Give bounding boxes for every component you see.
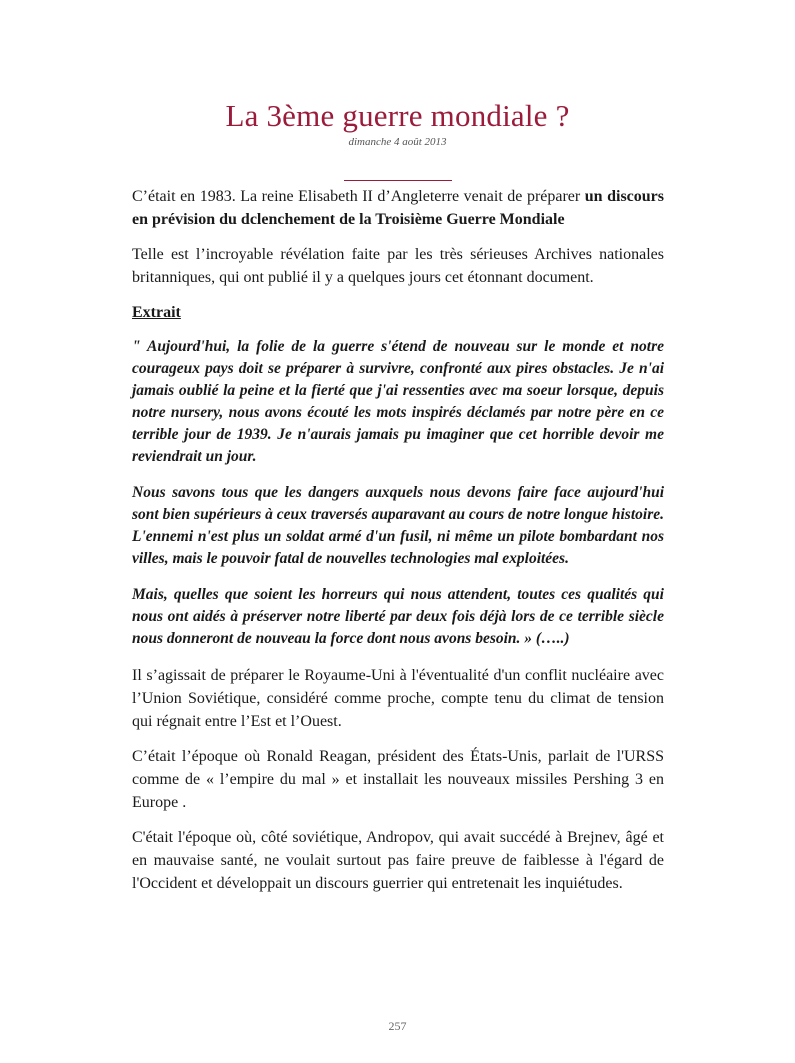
intro-lead-text: C’était en 1983. La reine Elisabeth II d’Angleterre venait de préparer bbox=[132, 188, 585, 205]
quote-paragraph-1: " Aujourd'hui, la folie de la guerre s'étend de nouveau sur le monde et notre courageux pays doit se préparer à survivre, confronté aux pires obstacles. Je n'ai jamais oublié la peine et la fierté que j'ai ressenties avec ma soeur lorsque, depuis notre nursery, nous avons écouté les mots inspirés déclamés par notre père en ce terrible jour de 1939. Je n'aurais jamais pu imaginer que cet horrible devoir me reviendrait un jour. bbox=[132, 338, 664, 465]
quote-paragraph-3: Mais, quelles que soient les horreurs qui nous attendent, toutes ces qualités qui nous ont aidés à préserver notre liberté par deux fois déjà lors de ce terrible siècle nous donneront de nouveau la force dont nous avons besoin. » (…..) bbox=[132, 586, 664, 647]
article-date: dimanche 4 août 2013 bbox=[348, 136, 447, 148]
paragraph-reagan: C’était l’époque où Ronald Reagan, président des États-Unis, parlait de l'URSS comme de « l’empire du mal » et installait les nouveaux missiles Pershing 3 en Europe . bbox=[132, 748, 664, 811]
quote-paragraph-2: Nous savons tous que les dangers auxquels nous devons faire face aujourd'hui sont bien supérieurs à ceux traversés auparavant au cours de notre longue histoire. L'ennemi n'est plus un soldat armé d'un fusil, ni même un pilote bombardant nos villes, mais le pouvoir fatal de nouvelles technologies mal exploitées. bbox=[132, 484, 664, 567]
article-title: La 3ème guerre mondiale ? bbox=[225, 98, 570, 133]
title-divider bbox=[344, 180, 452, 181]
extract-heading: Extrait bbox=[132, 304, 181, 321]
paragraph-context: Il s’agissait de préparer le Royaume-Uni à l'éventualité d'un conflit nucléaire avec l’Union Soviétique, considéré comme proche, compte tenu du climat de tension qui régnait entre l’Est et l’Ouest. bbox=[132, 667, 664, 730]
intro-bold-text: un discours en prévision du dclenchement de la Troisième Guerre Mondiale bbox=[132, 188, 664, 228]
paragraph-andropov: C'était l'époque où, côté soviétique, Andropov, qui avait succédé à Brejnev, âgé et en mauvaise santé, ne voulait surtout pas faire preuve de faiblesse à l'égard de l'Occident et développait un discours guerrier qui entretenait les inquiétudes. bbox=[132, 829, 664, 892]
intro-paragraph bbox=[132, 185, 664, 231]
page-number: 257 bbox=[388, 1019, 407, 1033]
article-body bbox=[132, 185, 664, 907]
paragraph-archives: Telle est l’incroyable révélation faite par les très sérieuses Archives nationales britanniques, qui ont publié il y a quelques jours cet étonnant document. bbox=[132, 246, 664, 286]
